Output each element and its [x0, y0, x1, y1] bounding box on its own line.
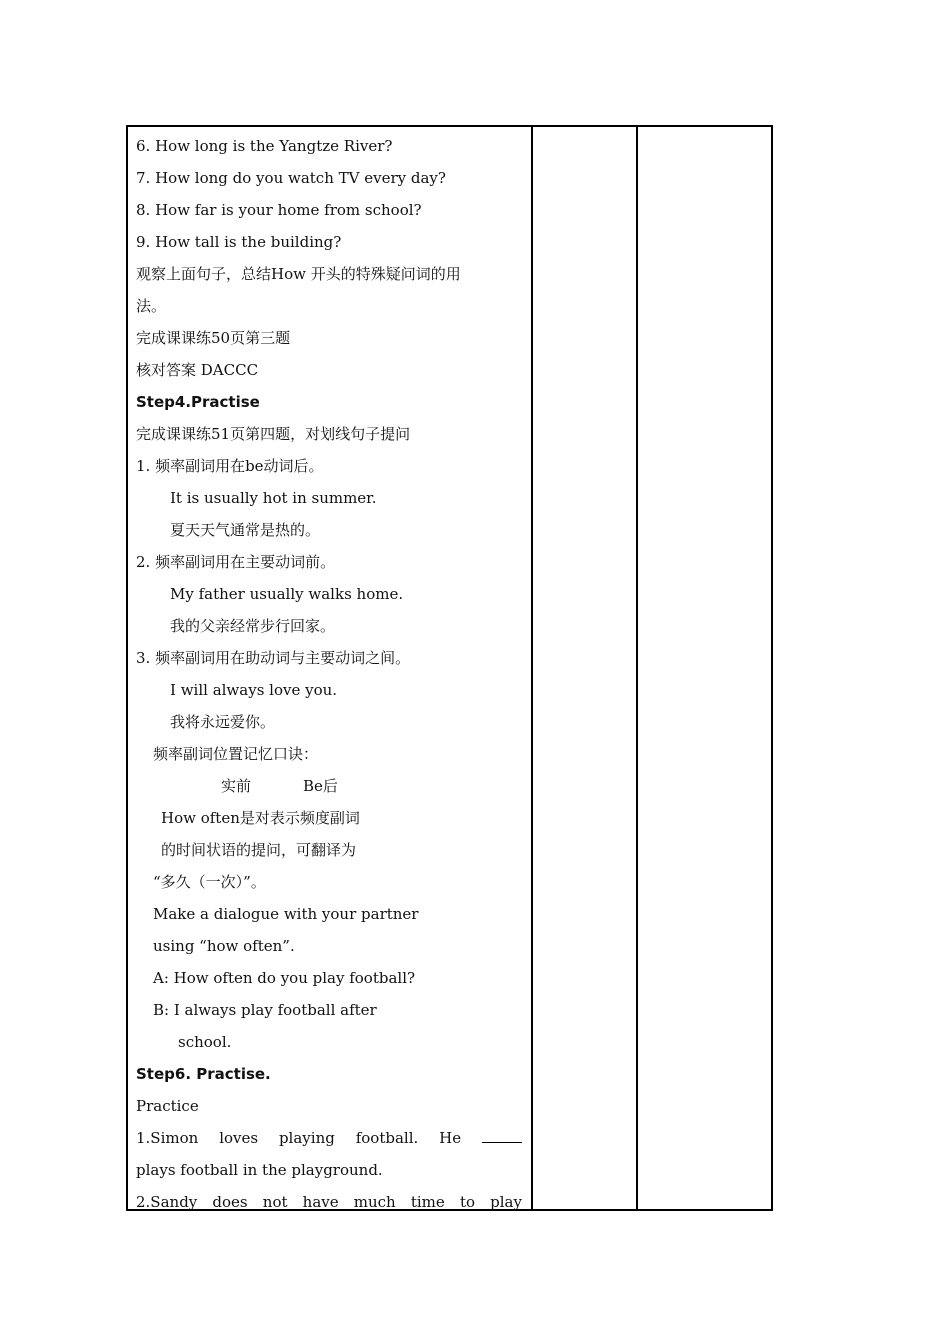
ex2-word: have	[302, 1193, 339, 1209]
rule-3-example-en: I will always love you.	[170, 681, 338, 699]
rule-2-example-cn: 我的父亲经常步行回家。	[170, 617, 336, 635]
exercise-1-line-1	[136, 1128, 522, 1148]
dialogue-line-b-cont: school.	[178, 1033, 232, 1051]
ex2-word: does	[212, 1193, 248, 1209]
exercise-1-line-2: plays football in the playground.	[136, 1161, 383, 1179]
lesson-table	[126, 125, 773, 1211]
question-8: 8. How far is your home from school?	[136, 201, 422, 219]
rule-2-example-en: My father usually walks home.	[170, 585, 404, 603]
question-9: 9. How tall is the building?	[136, 233, 342, 251]
rule-3-example-cn: 我将永远爱你。	[170, 713, 276, 731]
ex2-word: to	[459, 1193, 475, 1209]
ex1-word: football.	[355, 1129, 419, 1147]
dialogue-instruction-1: Make a dialogue with your partner	[153, 905, 419, 923]
ex2-word: play	[490, 1193, 522, 1209]
step6-heading: Step6. Practise.	[136, 1065, 271, 1083]
rule-1-example-en: It is usually hot in summer.	[170, 489, 377, 507]
ex2-word: much	[353, 1193, 396, 1209]
question-7: 7. How long do you watch TV every day?	[136, 169, 446, 187]
dialogue-instruction-2: using “how often”.	[153, 937, 295, 955]
rule-1-example-cn: 夏天天气通常是热的。	[170, 521, 321, 539]
ex1-word: 1.Simon	[136, 1129, 199, 1147]
observe-line-2: 法。	[136, 297, 167, 315]
ex1-word: loves	[219, 1129, 259, 1147]
step4-heading: Step4.Practise	[136, 393, 260, 411]
question-6: 6. How long is the Yangtze River?	[136, 137, 393, 155]
observe-line-1: 观察上面句子，总结How 开头的特殊疑问词的用	[136, 265, 461, 283]
ex2-word: 2.Sandy	[136, 1193, 198, 1209]
column-divider-1	[531, 127, 533, 1209]
ex1-word: He	[439, 1129, 462, 1147]
ex2-word: not	[262, 1193, 288, 1209]
ex1-word: playing	[278, 1129, 335, 1147]
exercise-2-line-1	[136, 1192, 522, 1209]
how-often-line-1: How often是对表示频度副词	[161, 809, 360, 827]
answer-blank	[482, 1128, 522, 1143]
rule-2: 2. 频率副词用在主要动词前。	[136, 553, 336, 571]
column-divider-2	[636, 127, 638, 1209]
complete-page-50: 完成课课练50页第三题	[136, 329, 291, 347]
how-often-line-2: 的时间状语的提问，可翻译为	[161, 841, 357, 859]
dialogue-line-b: B: I always play football after	[153, 1001, 377, 1019]
mnemonic-a: 实前	[221, 777, 252, 795]
rule-3: 3. 频率副词用在助动词与主要动词之间。	[136, 649, 411, 667]
rule-1: 1. 频率副词用在be动词后。	[136, 457, 324, 475]
mnemonic-b: Be后	[303, 777, 338, 795]
answer-check: 核对答案 DACCC	[136, 361, 259, 379]
content-column	[128, 127, 531, 1209]
practice-label: Practice	[136, 1097, 199, 1115]
ex2-word: time	[410, 1193, 445, 1209]
dialogue-line-a: A: How often do you play football?	[153, 969, 416, 987]
complete-page-51: 完成课课练51页第四题，对划线句子提问	[136, 425, 411, 443]
how-often-line-3: “多久（一次）”。	[153, 873, 266, 891]
mnemonic-title: 频率副词位置记忆口诀：	[153, 745, 319, 763]
